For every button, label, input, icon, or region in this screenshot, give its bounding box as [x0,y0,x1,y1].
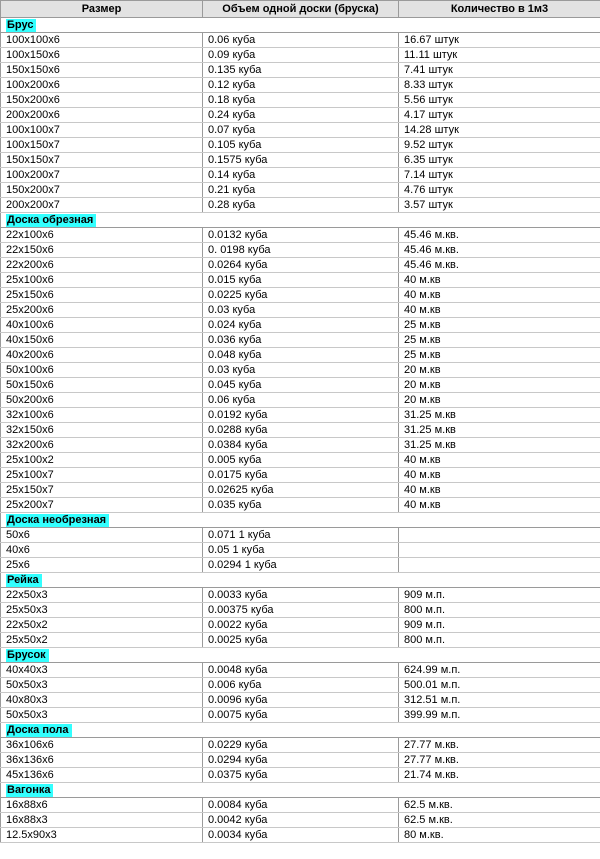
quantity-cell: 7.41 штук [399,63,600,78]
volume-cell: 0.24 куба [203,108,399,123]
quantity-cell: 25 м.кв [399,333,600,348]
volume-cell: 0.07 куба [203,123,399,138]
volume-cell: 0.0033 куба [203,588,399,603]
table-row [1,48,600,63]
volume-cell: 0.071 1 куба [203,528,399,543]
volume-cell: 0.045 куба [203,378,399,393]
size-cell: 25х200х7 [1,498,203,513]
section-title: Доска необрезная [6,514,109,527]
size-cell: 25х50х3 [1,603,203,618]
volume-cell: 0.105 куба [203,138,399,153]
section-cell-empty [399,513,600,528]
quantity-cell: 7.14 штук [399,168,600,183]
section-title: Брус [6,19,36,32]
volume-cell: 0.005 куба [203,453,399,468]
quantity-cell: 11.11 штук [399,48,600,63]
table-row [1,363,600,378]
size-cell: 50х50х3 [1,678,203,693]
volume-cell: 0.09 куба [203,48,399,63]
table-row [1,828,600,843]
section-header-row [1,513,600,528]
volume-cell: 0.0084 куба [203,798,399,813]
table-row [1,168,600,183]
section-header-row [1,18,600,33]
table-row [1,138,600,153]
table-row [1,603,600,618]
table-row [1,528,600,543]
size-cell: 40х6 [1,543,203,558]
section-cell-empty [399,783,600,798]
quantity-cell: 312.51 м.п. [399,693,600,708]
size-cell: 50х100х6 [1,363,203,378]
table-row [1,663,600,678]
volume-cell: 0.048 куба [203,348,399,363]
volume-cell: 0.03 куба [203,303,399,318]
size-cell: 150х200х7 [1,183,203,198]
size-cell: 100х100х7 [1,123,203,138]
volume-cell: 0.28 куба [203,198,399,213]
volume-cell: 0.03 куба [203,363,399,378]
quantity-cell: 40 м.кв [399,288,600,303]
size-cell: 200х200х6 [1,108,203,123]
table-row [1,588,600,603]
table-row [1,393,600,408]
table-row [1,498,600,513]
size-cell: 40х150х6 [1,333,203,348]
quantity-cell: 14.28 штук [399,123,600,138]
size-cell: 40х200х6 [1,348,203,363]
quantity-cell: 62.5 м.кв. [399,798,600,813]
size-cell: 200х200х7 [1,198,203,213]
section-cell-empty [203,573,399,588]
section-cell-empty [203,513,399,528]
volume-cell: 0.21 куба [203,183,399,198]
volume-cell: 0.0294 1 куба [203,558,399,573]
size-cell: 16х88х6 [1,798,203,813]
section-cell-empty [399,573,600,588]
table-row [1,543,600,558]
volume-cell: 0.0192 куба [203,408,399,423]
size-cell: 12.5х90х3 [1,828,203,843]
quantity-cell: 16.67 штук [399,33,600,48]
size-cell: 25х100х2 [1,453,203,468]
quantity-cell: 800 м.п. [399,633,600,648]
volume-cell: 0.05 1 куба [203,543,399,558]
quantity-cell: 909 м.п. [399,618,600,633]
quantity-cell: 909 м.п. [399,588,600,603]
section-cell [1,783,203,798]
table-row [1,333,600,348]
volume-cell: 0.135 куба [203,63,399,78]
quantity-cell: 31.25 м.кв [399,438,600,453]
quantity-cell [399,528,600,543]
table-row [1,798,600,813]
quantity-cell: 80 м.кв. [399,828,600,843]
section-cell [1,723,203,738]
size-cell: 45х136х6 [1,768,203,783]
section-cell-empty [399,648,600,663]
quantity-cell: 31.25 м.кв [399,408,600,423]
size-cell: 25х150х6 [1,288,203,303]
volume-cell: 0.02625 куба [203,483,399,498]
quantity-cell: 3.57 штук [399,198,600,213]
section-title: Рейка [6,574,42,587]
table-row [1,348,600,363]
size-cell: 32х200х6 [1,438,203,453]
quantity-cell [399,558,600,573]
size-cell: 22х100х6 [1,228,203,243]
section-cell [1,213,203,228]
volume-cell: 0.0229 куба [203,738,399,753]
quantity-cell: 62.5 м.кв. [399,813,600,828]
volume-cell: 0.0022 куба [203,618,399,633]
table-row [1,198,600,213]
table-row [1,288,600,303]
volume-cell: 0.0034 куба [203,828,399,843]
table-body [1,18,600,843]
size-cell: 150х150х6 [1,63,203,78]
volume-cell: 0.0175 куба [203,468,399,483]
size-cell: 25х100х7 [1,468,203,483]
quantity-cell: 500.01 м.п. [399,678,600,693]
section-cell [1,513,203,528]
table-row [1,468,600,483]
section-cell [1,18,203,33]
section-cell-empty [203,783,399,798]
table-row [1,273,600,288]
section-cell-empty [399,18,600,33]
size-cell: 150х150х7 [1,153,203,168]
table-row [1,78,600,93]
volume-cell: 0.0225 куба [203,288,399,303]
quantity-cell: 27.77 м.кв. [399,738,600,753]
quantity-cell: 40 м.кв [399,453,600,468]
volume-cell: 0.18 куба [203,93,399,108]
volume-cell: 0.0048 куба [203,663,399,678]
volume-cell: 0.0375 куба [203,768,399,783]
volume-cell: 0.06 куба [203,393,399,408]
volume-cell: 0.035 куба [203,498,399,513]
volume-cell: 0.00375 куба [203,603,399,618]
table-row [1,813,600,828]
volume-cell: 0.015 куба [203,273,399,288]
table-row [1,63,600,78]
table-row [1,768,600,783]
table-row [1,558,600,573]
section-header-row [1,573,600,588]
volume-cell: 0. 0198 куба [203,243,399,258]
quantity-cell: 25 м.кв [399,318,600,333]
size-cell: 25х50х2 [1,633,203,648]
size-cell: 40х80х3 [1,693,203,708]
quantity-cell: 25 м.кв [399,348,600,363]
quantity-cell: 20 м.кв [399,363,600,378]
table-row [1,228,600,243]
header-volume: Объем одной доски (бруска) [203,1,399,18]
section-header-row [1,723,600,738]
quantity-cell: 399.99 м.п. [399,708,600,723]
size-cell: 100х150х6 [1,48,203,63]
quantity-cell [399,543,600,558]
quantity-cell: 40 м.кв [399,273,600,288]
size-cell: 22х50х3 [1,588,203,603]
section-cell-empty [399,723,600,738]
header-quantity: Количество в 1м3 [399,1,600,18]
section-cell-empty [203,213,399,228]
size-cell: 100х200х6 [1,78,203,93]
size-cell: 36х106х6 [1,738,203,753]
table-row [1,183,600,198]
volume-cell: 0.12 куба [203,78,399,93]
size-cell: 50х150х6 [1,378,203,393]
quantity-cell: 20 м.кв [399,393,600,408]
table-row [1,123,600,138]
section-title: Доска обрезная [6,214,96,227]
table-row [1,318,600,333]
size-cell: 32х150х6 [1,423,203,438]
table-row [1,678,600,693]
quantity-cell: 31.25 м.кв [399,423,600,438]
size-cell: 40х40х3 [1,663,203,678]
volume-cell: 0.024 куба [203,318,399,333]
table-row [1,258,600,273]
quantity-cell: 45.46 м.кв. [399,243,600,258]
volume-cell: 0.036 куба [203,333,399,348]
table-row [1,753,600,768]
table-row [1,693,600,708]
quantity-cell: 40 м.кв [399,303,600,318]
quantity-cell: 40 м.кв [399,468,600,483]
quantity-cell: 6.35 штук [399,153,600,168]
size-cell: 25х100х6 [1,273,203,288]
size-cell: 22х50х2 [1,618,203,633]
volume-cell: 0.0075 куба [203,708,399,723]
quantity-cell: 5.56 штук [399,93,600,108]
quantity-cell: 4.17 штук [399,108,600,123]
section-cell-empty [399,213,600,228]
volume-cell: 0.0132 куба [203,228,399,243]
quantity-cell: 40 м.кв [399,483,600,498]
size-cell: 100х200х7 [1,168,203,183]
header-row [1,1,600,18]
volume-cell: 0.0264 куба [203,258,399,273]
table-row [1,243,600,258]
volume-cell: 0.14 куба [203,168,399,183]
volume-cell: 0.0384 куба [203,438,399,453]
table-row [1,633,600,648]
section-title: Доска пола [6,724,72,737]
table-row [1,708,600,723]
size-cell: 22х150х6 [1,243,203,258]
size-cell: 25х200х6 [1,303,203,318]
table-row [1,153,600,168]
quantity-cell: 4.76 штук [399,183,600,198]
size-cell: 40х100х6 [1,318,203,333]
size-cell: 50х6 [1,528,203,543]
table-row [1,453,600,468]
table-row [1,483,600,498]
section-cell-empty [203,18,399,33]
section-title: Брусок [6,649,49,662]
volume-cell: 0.006 куба [203,678,399,693]
volume-cell: 0.0025 куба [203,633,399,648]
table-row [1,423,600,438]
section-cell-empty [203,648,399,663]
table-row [1,33,600,48]
table-row [1,618,600,633]
quantity-cell: 20 м.кв [399,378,600,393]
size-cell: 150х200х6 [1,93,203,108]
table-row [1,108,600,123]
section-cell [1,648,203,663]
size-cell: 100х100х6 [1,33,203,48]
quantity-cell: 21.74 м.кв. [399,768,600,783]
quantity-cell: 45.46 м.кв. [399,258,600,273]
table-row [1,303,600,318]
volume-cell: 0.0042 куба [203,813,399,828]
table-row [1,408,600,423]
size-cell: 50х200х6 [1,393,203,408]
quantity-cell: 40 м.кв [399,498,600,513]
size-cell: 16х88х3 [1,813,203,828]
quantity-cell: 624.99 м.п. [399,663,600,678]
size-cell: 36х136х6 [1,753,203,768]
volume-cell: 0.0288 куба [203,423,399,438]
table-row [1,93,600,108]
section-cell [1,573,203,588]
size-cell: 25х6 [1,558,203,573]
section-cell-empty [203,723,399,738]
size-cell: 100х150х7 [1,138,203,153]
quantity-cell: 27.77 м.кв. [399,753,600,768]
volume-cell: 0.1575 куба [203,153,399,168]
table-row [1,378,600,393]
header-size: Размер [1,1,203,18]
size-cell: 50х50х3 [1,708,203,723]
table-row [1,738,600,753]
size-cell: 22х200х6 [1,258,203,273]
quantity-cell: 9.52 штук [399,138,600,153]
section-header-row [1,648,600,663]
size-cell: 25х150х7 [1,483,203,498]
quantity-cell: 800 м.п. [399,603,600,618]
section-header-row [1,213,600,228]
section-header-row [1,783,600,798]
volume-cell: 0.0096 куба [203,693,399,708]
quantity-cell: 45.46 м.кв. [399,228,600,243]
section-title: Вагонка [6,784,53,797]
volume-cell: 0.0294 куба [203,753,399,768]
quantity-cell: 8.33 штук [399,78,600,93]
size-cell: 32х100х6 [1,408,203,423]
table-row [1,438,600,453]
volume-cell: 0.06 куба [203,33,399,48]
